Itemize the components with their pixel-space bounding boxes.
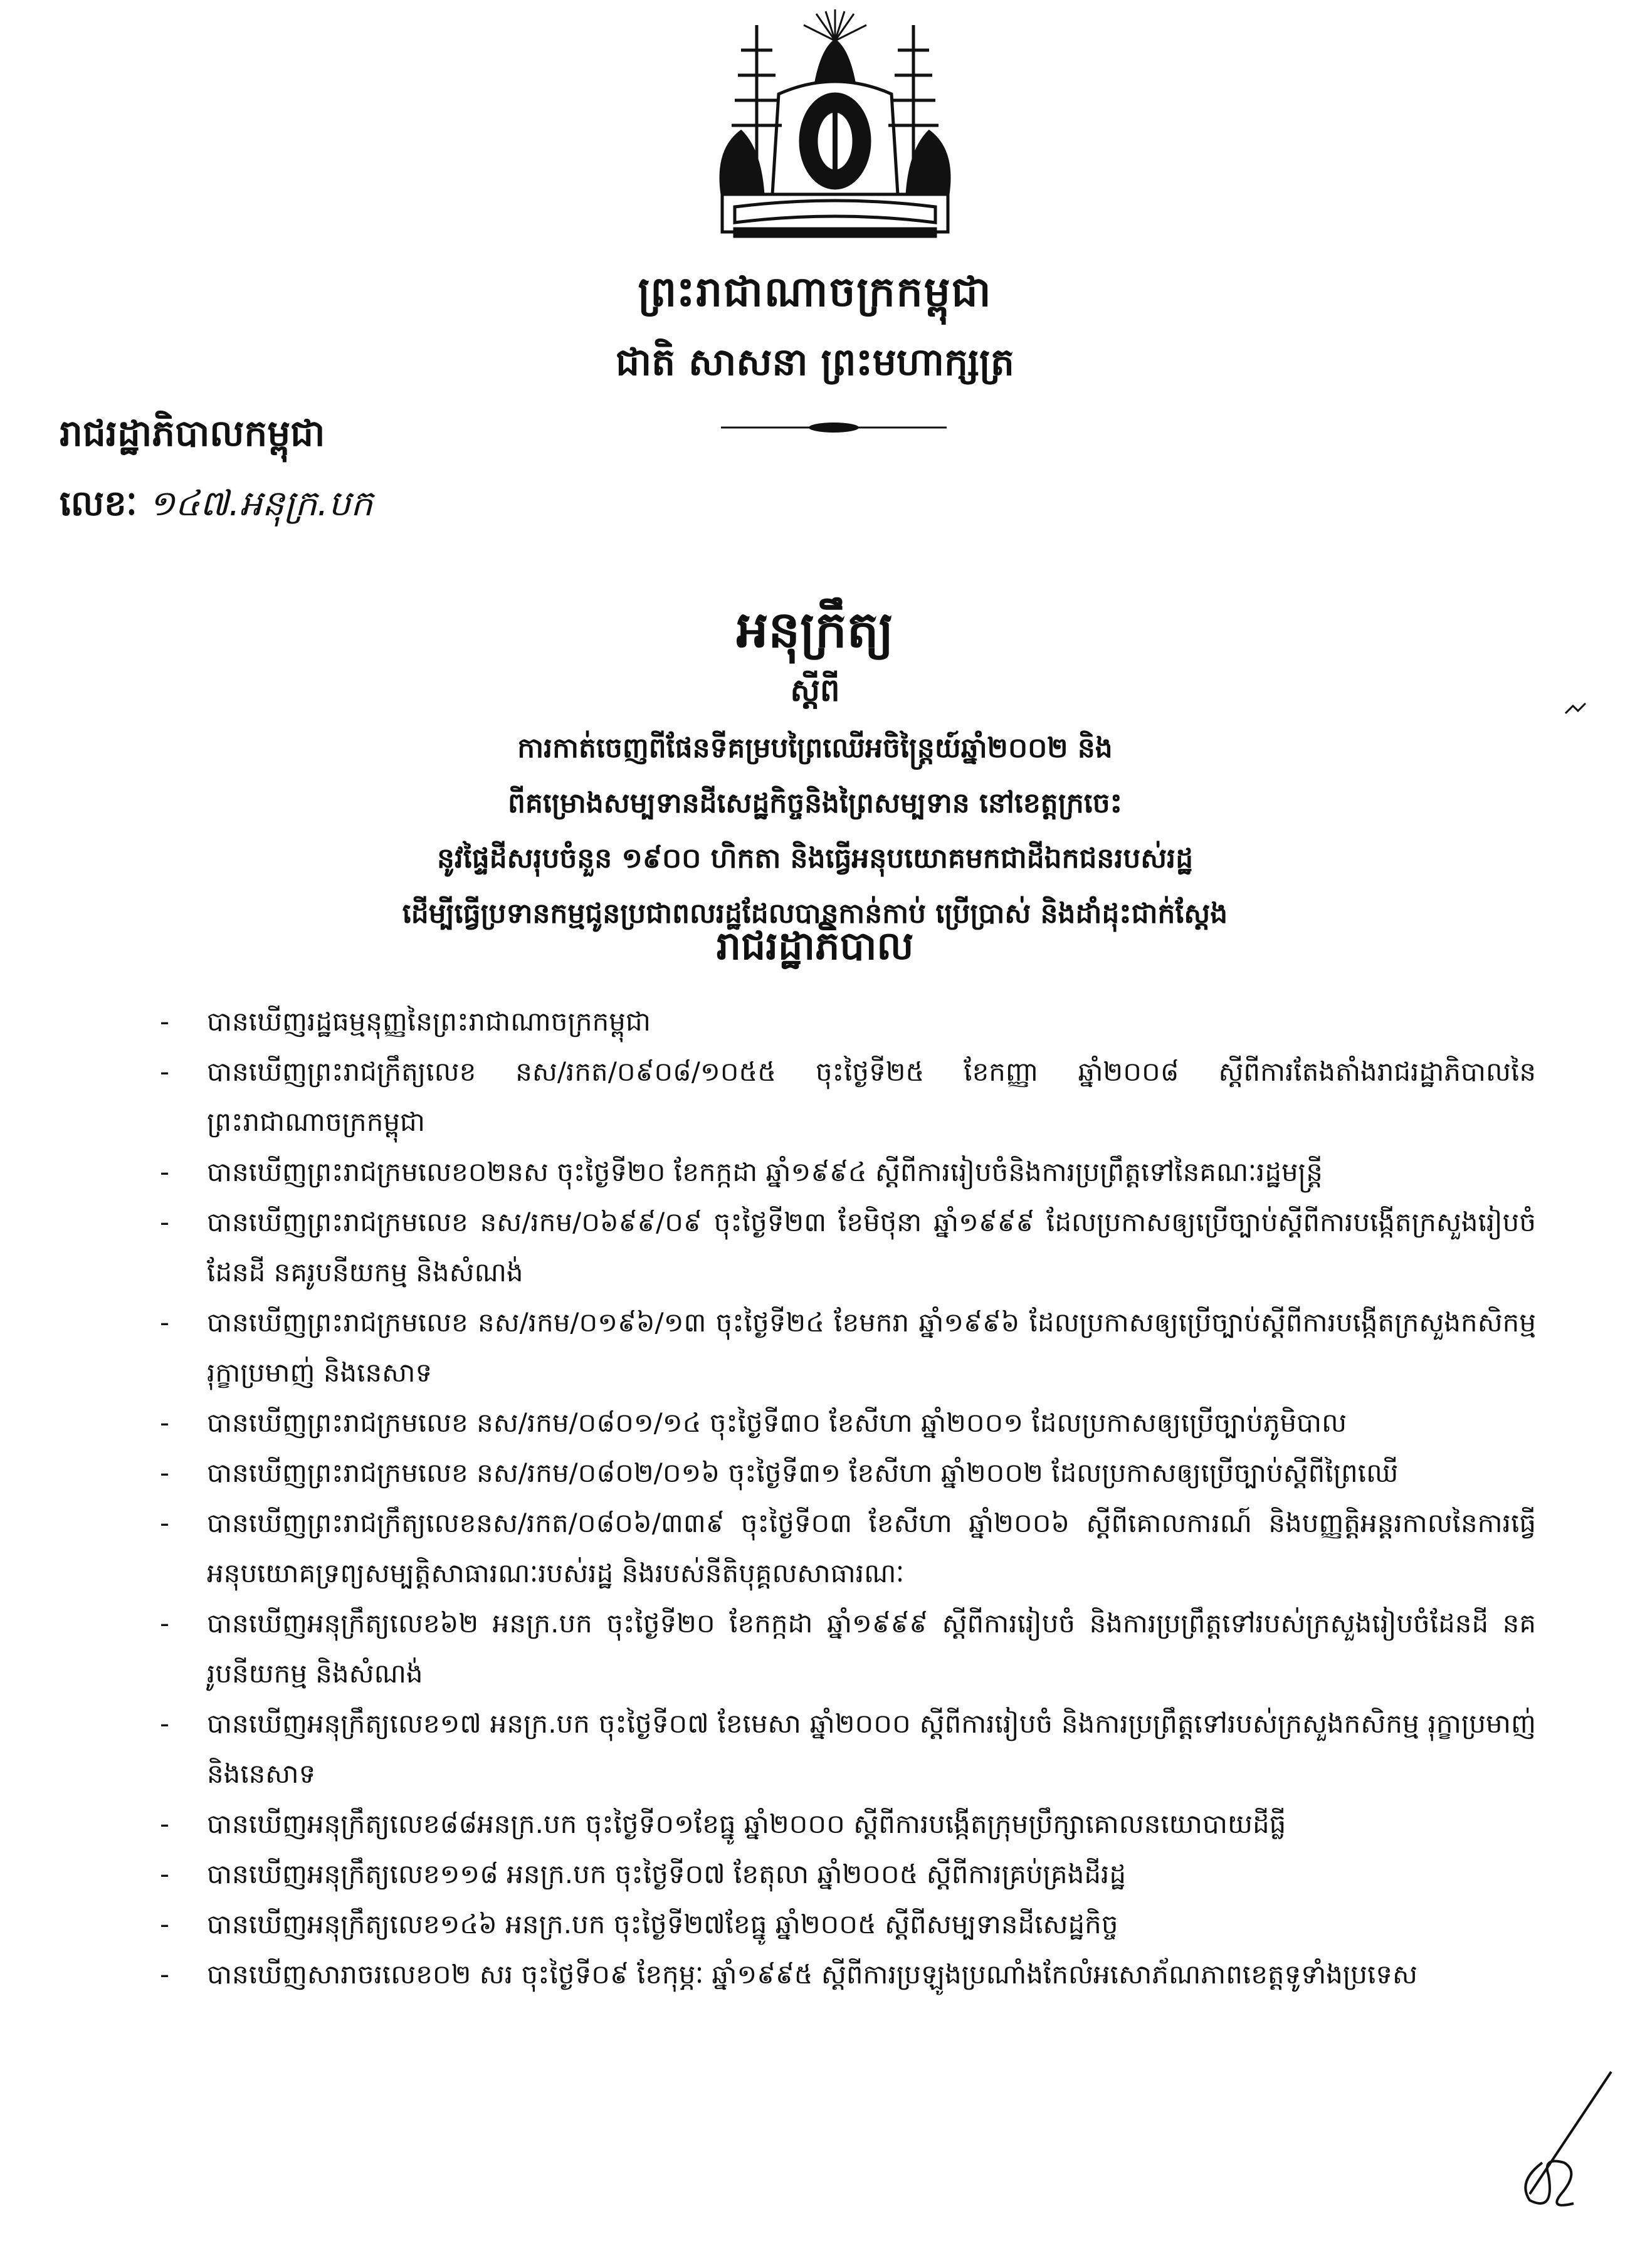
recitals-list: [160, 997, 1536, 2000]
recital-item: [160, 1950, 1536, 2000]
bullet-dash: -: [160, 1457, 170, 1488]
subject-label: ស្តីពី: [790, 672, 840, 708]
recital-item: [160, 1899, 1536, 1950]
bullet-dash: -: [160, 1508, 170, 1538]
bullet-dash: -: [160, 1959, 170, 1990]
document-type-title: អនុក្រឹត្យ: [736, 601, 894, 659]
recital-text: បានឃើញអនុក្រឹត្យលេខ៨៨អនក្រ.បក ចុះថ្ងៃទី០១ខែធ្នូ ឆ្នាំ២០០០ ស្តីពីការបង្កើតក្រុមប្រឹក្សាគោលនយោបាយដីធ្លី: [207, 1809, 1286, 1839]
bullet-dash: -: [160, 1708, 170, 1739]
kingdom-heading: ព្រះរាជាណាចក្រកម្ពុជា: [638, 268, 992, 316]
recital-text: បានឃើញអនុក្រឹត្យលេខ១១៨ អនក្រ.បក ចុះថ្ងៃទី០៧ ខែតុលា ឆ្នាំ២០០៥ ស្តីពីការគ្រប់គ្រងដីរដ្ឋ: [207, 1859, 1127, 1889]
recital-item: [160, 1298, 1536, 1398]
recital-text: បានឃើញព្រះរាជក្រមលេខ នស/រកម/០១៩៦/១៣ ចុះថ្ងៃទី២៤ ខែមករា ឆ្នាំ១៩៩៦ ដែលប្រកាសឲ្យប្រើច្បាប់ស្តីពីការបង្កើតក្រសួងកសិកម្ម រុក្ខាប្រមាញ់ និងនេសាទ: [207, 1307, 1536, 1388]
initials-signature-icon: [1505, 2069, 1617, 2219]
recital-item: [160, 1147, 1536, 1197]
ornamental-divider-icon: [721, 421, 947, 434]
recital-item: [160, 1398, 1536, 1448]
royal-coat-of-arms-emblem: [697, 6, 973, 244]
recital-text: បានឃើញព្រះរាជក្រមលេខ នស/រកម/០៦៩៩/០៩ ចុះថ្ងៃទី២៣ ខែមិថុនា ឆ្នាំ១៩៩៩ ដែលប្រកាសឲ្យប្រើច្បាប់ស្តីពីការបង្កើតក្រសួងរៀបចំដែនដី នគរូបនីយកម្ម និងសំណង់: [207, 1207, 1536, 1288]
recital-text: បានឃើញព្រះរាជក្រឹត្យលេខនស/រកត/០៨០៦/៣៣៩ ចុះថ្ងៃទី០៣ ខែសីហា ឆ្នាំ២០០៦ ស្តីពីគោលការណ៍ និងបញ្ញត្តិអន្តរកាលនៃការធ្វើអនុបយោគទ្រព្យសម្បត្តិសាធារណៈរបស់រដ្ឋ និងរបស់នីតិបុគ្គលសាធារណៈ: [207, 1508, 1536, 1588]
bullet-dash: -: [160, 1608, 170, 1639]
recital-text: បានឃើញរដ្ឋធម្មនុញ្ញនៃព្រះរាជាណាចក្រកម្ពុជា: [207, 1006, 651, 1037]
recital-text: បានឃើញអនុក្រឹត្យលេខ១៤៦ អនក្រ.បក ចុះថ្ងៃទី២៧ខែធ្នូ ឆ្នាំ២០០៥ ស្តីពីសម្បទានដីសេដ្ឋកិច្ច: [207, 1909, 1118, 1940]
bullet-dash: -: [160, 1859, 170, 1889]
bullet-dash: -: [160, 1157, 170, 1187]
bullet-dash: -: [160, 1307, 170, 1338]
subject-title: [176, 721, 1454, 942]
recital-text: បានឃើញព្រះរាជក្រមលេខ នស/រកម/០៨០២/០១៦ ចុះថ្ងៃទី៣១ ខែសីហា ឆ្នាំ២០០២ ដែលប្រកាសឲ្យប្រើច្បាប់ស្តីពីព្រៃឈើ: [207, 1457, 1399, 1488]
document-number: [60, 481, 373, 533]
recital-item: [160, 1799, 1536, 1849]
bullet-dash: -: [160, 1056, 170, 1087]
recital-item: [160, 1047, 1536, 1147]
recital-item: [160, 997, 1536, 1047]
bullet-dash: -: [160, 1006, 170, 1037]
recital-text: បានឃើញព្រះរាជក្រមលេខ០២នស ចុះថ្ងៃទី២០ ខែកក្កដា ឆ្នាំ១៩៩៤ ស្តីពីការរៀបចំនិងការប្រព្រឹត្តទៅនៃគណៈរដ្ឋមន្ត្រី: [207, 1157, 1323, 1187]
subject-line: នូវផ្ទៃដីសរុបចំនួន ១៩០០ ហិកតា និងធ្វើអនុបយោគមកជាដីឯកជនរបស់រដ្ឋ: [436, 843, 1194, 874]
subject-line: ការកាត់ចេញពីផែនទីគម្របព្រៃឈើអចិន្ត្រៃយ៍ឆ្នាំ២០០២ និង: [517, 732, 1113, 764]
recital-item: [160, 1498, 1536, 1599]
recital-item: [160, 1849, 1536, 1899]
recital-text: បានឃើញព្រះរាជក្រមលេខ នស/រកម/០៨០១/១៤ ចុះថ្ងៃទី៣០ ខែសីហា ឆ្នាំ២០០១ ដែលប្រកាសឲ្យប្រើច្បាប់ភូមិបាល: [207, 1407, 1347, 1438]
recital-item: [160, 1197, 1536, 1298]
number-value: ១៤៧.អនុក្រ.បក: [148, 483, 373, 524]
recital-item: [160, 1699, 1536, 1799]
recital-text: បានឃើញអនុក្រឹត្យលេខ៦២ អនក្រ.បក ចុះថ្ងៃទី២០ ខែកក្កដា ឆ្នាំ១៩៩៩ ស្តីពីការរៀបចំ និងការប្រព្រឹត្តទៅរបស់ក្រសួងរៀបចំដែនដី នគរូបនីយកម្ម និងសំណង់: [207, 1608, 1536, 1689]
bullet-dash: -: [160, 1909, 170, 1940]
national-motto: ជាតិ សាសនា ព្រះមហាក្សត្រ: [616, 340, 1014, 384]
bullet-dash: -: [160, 1407, 170, 1438]
bullet-dash: -: [160, 1809, 170, 1839]
scan-mark-icon: [1564, 701, 1587, 717]
subject-line: ពីគម្រោងសម្បទានដីសេដ្ឋកិច្ចនិងព្រៃសម្បទាន នៅខេត្តក្រចេះ: [508, 787, 1122, 819]
issuer-heading: រាជរដ្ឋាភិបាល: [716, 923, 914, 969]
bullet-dash: -: [160, 1207, 170, 1237]
recital-item: [160, 1448, 1536, 1498]
subject-line: ដើម្បីធ្វើប្រទានកម្មជូនប្រជាពលរដ្ឋដែលបានកាន់កាប់ ប្រើប្រាស់ និងដាំដុះជាក់ស្តែង: [402, 898, 1228, 930]
government-name: រាជរដ្ឋាភិបាលកម្ពុជា: [60, 412, 325, 454]
recital-text: បានឃើញសារាចរលេខ០២ សរ ចុះថ្ងៃទី០៩ ខែកុម្ភៈ ឆ្នាំ១៩៩៥ ស្តីពីការប្រឡូងប្រណាំងកែលំអសោភ័ណភាពខេត្តទូទាំងប្រទេស: [207, 1959, 1418, 1990]
number-label: លេខៈ: [60, 483, 137, 524]
recital-text: បានឃើញអនុក្រឹត្យលេខ១៧ អនក្រ.បក ចុះថ្ងៃទី០៧ ខែមេសា ឆ្នាំ២០០០ ស្តីពីការរៀបចំ និងការប្រព្រឹត្តទៅរបស់ក្រសួងកសិកម្ម រុក្ខាប្រមាញ់ និងនេសាទ: [207, 1708, 1536, 1789]
recital-text: បានឃើញព្រះរាជក្រឹត្យលេខ នស/រកត/០៩០៨/១០៥៥ ចុះថ្ងៃទី២៥ ខែកញ្ញា ឆ្នាំ២០០៨ ស្តីពីការតែងតាំងរាជរដ្ឋាភិបាលនៃព្រះរាជាណាចក្រកម្ពុជា: [207, 1056, 1536, 1137]
recital-item: [160, 1599, 1536, 1699]
